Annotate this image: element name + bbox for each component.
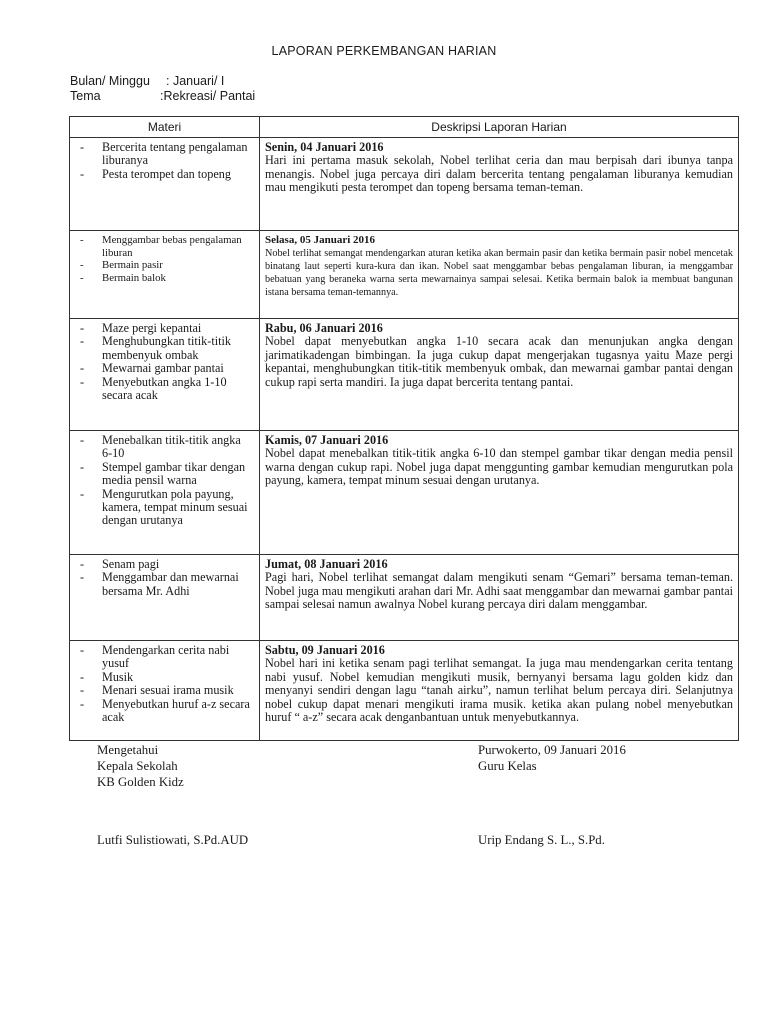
meta-tema [70, 89, 255, 103]
header-deskripsi: Deskripsi Laporan Harian [260, 117, 739, 138]
sig-left-line: Mengetahui [97, 743, 159, 757]
materi-cell [70, 431, 260, 555]
page-title: LAPORAN PERKEMBANGAN HARIAN [271, 44, 497, 58]
table-header-row [70, 117, 739, 138]
bulan-label: Bulan/ Minggu [70, 74, 150, 88]
sig-right-line: Purwokerto, 09 Januari 2016 [478, 743, 626, 757]
day-description: Hari ini pertama masuk sekolah, Nobel terlihat ceria dan mau berpisah dari ibunya tanpa menangis. Nobel juga percaya diri dalam bercerita tentang pengalaman liburanya kemudian mau mengikuti pesta terompet dan topeng bersama teman-teman. [265, 153, 733, 195]
list-item: - Bermain balok [102, 272, 253, 285]
list-item: - Mewarnai gambar pantai [102, 362, 253, 375]
list-item: - Menghubungkan titik-titik membenyuk ombak [102, 335, 253, 362]
list-item: - Maze pergi kepantai [102, 322, 253, 335]
day-heading: Sabtu, 09 Januari 2016 [265, 643, 385, 657]
sig-left-line: Kepala Sekolah [97, 759, 178, 773]
list-item: - Menebalkan titik-titik angka 6-10 [102, 434, 253, 461]
desc-cell [260, 431, 739, 555]
materi-cell [70, 555, 260, 641]
list-item: - Musik [102, 671, 253, 684]
report-table [69, 116, 739, 741]
day-heading: Senin, 04 Januari 2016 [265, 140, 384, 154]
bulan-value: : Januari/ I [166, 74, 225, 88]
desc-cell [260, 319, 739, 431]
materi-cell [70, 231, 260, 319]
list-item: - Menyebutkan angka 1-10 secara acak [102, 376, 253, 403]
day-heading: Kamis, 07 Januari 2016 [265, 433, 389, 447]
table-row [70, 555, 739, 641]
tema-label: Tema [70, 89, 101, 103]
list-item: - Bercerita tentang pengalaman liburanya [102, 141, 253, 168]
list-item: - Bermain pasir [102, 259, 253, 272]
desc-cell [260, 138, 739, 231]
day-description: Nobel terlihat semangat mendengarkan aturan ketika akan bermain pasir dan ketika bermain pasir nobel mencetak binatang laut seperti kura-kura dan ikan. Nobel saat menggambar bebas pengalaman liburan, ia menggambar bebatuan yang beraneka warna serta mewarnainya sampai selesai. Ketika bermain balok ia membuat bangunan istana bersama teman-temannya. [265, 248, 733, 298]
table-row [70, 431, 739, 555]
sig-left-line: KB Golden Kidz [97, 775, 184, 789]
tema-value: :Rekreasi/ Pantai [160, 89, 256, 103]
signature-right [478, 742, 626, 774]
desc-cell [260, 231, 739, 319]
table-row [70, 319, 739, 431]
day-heading: Rabu, 06 Januari 2016 [265, 321, 383, 335]
materi-list [70, 319, 259, 402]
day-heading: Selasa, 05 Januari 2016 [265, 234, 376, 246]
meta-bulan [70, 74, 224, 88]
signature-left-name: Lutfi Sulistiowati, S.Pd.AUD [97, 833, 249, 847]
table-row [70, 641, 739, 741]
materi-list [70, 555, 259, 598]
materi-cell [70, 138, 260, 231]
day-description: Nobel dapat menebalkan titik-titik angka 6-10 dan stempel gambar tikar dengan media pensil warna dengan cukup rapi. Nobel juga dapat menggunting gambar kemudian mengurutkan pola payung, kamera, tempat minum sesuai dengan urutanya. [265, 446, 733, 488]
list-item: - Menyebutkan huruf a-z secara acak [102, 698, 253, 725]
list-item: - Menari sesuai irama musik [102, 684, 253, 697]
table-row [70, 231, 739, 319]
table-row [70, 138, 739, 231]
list-item: - Mendengarkan cerita nabi yusuf [102, 644, 253, 671]
materi-list [70, 231, 259, 284]
list-item: - Pesta terompet dan topeng [102, 168, 253, 181]
signature-left [97, 742, 184, 790]
materi-cell [70, 641, 260, 741]
materi-list [70, 431, 259, 528]
day-description: Nobel hari ini ketika senam pagi terlihat semangat. Ia juga mau mendengarkan cerita tentang nabi yusuf. Nobel kemudian mengikuti musik, bernyanyi bersama lagu golden kidz dan menyanyi sendiri dengan lagu “tanah airku”, namun terlihat belum percaya diri. Selanjutnya nobel cukup dapat menari mengikuti irama musik. ketika akan pulang nobel menyebutkan huruf “ a-z” secara acak denganbantuan untuk menyebutkannya. [265, 656, 733, 725]
list-item: - Mengurutkan pola payung, kamera, tempat minum sesuai dengan urutanya [102, 488, 253, 528]
header-materi: Materi [70, 117, 260, 138]
desc-cell [260, 641, 739, 741]
signature-right-name: Urip Endang S. L., S.Pd. [478, 833, 605, 847]
list-item: - Menggambar bebas pengalaman liburan [102, 234, 253, 259]
day-description: Pagi hari, Nobel terlihat semangat dalam mengikuti senam “Gemari” bersama teman-teman. Nobel juga mau mengikuti arahan dari Mr. Adhi saat menggambar dan mewarnai gambar pantai sampai selesai namun awalnya Nobel kurang percaya diri dalam menggambar. [265, 570, 733, 612]
list-item: - Menggambar dan mewarnai bersama Mr. Adhi [102, 571, 253, 598]
materi-list [70, 138, 259, 181]
day-description: Nobel dapat menyebutkan angka 1-10 secara acak dan menunjukan angka dengan jarimatikadengan bimbingan. Ia juga cukup dapat mengerjakan tugasnya yaitu Maze pergi kepantai, menghubungkan titik-titik membenyuk ombak, dan mewarnai gambar pantai dengan cukup rapi serta mandiri. Ia juga dapat bercerita tentang pantai. [265, 334, 733, 389]
list-item: - Stempel gambar tikar dengan media pensil warna [102, 461, 253, 488]
desc-cell [260, 555, 739, 641]
materi-list [70, 641, 259, 724]
day-heading: Jumat, 08 Januari 2016 [265, 557, 388, 571]
list-item: - Senam pagi [102, 558, 253, 571]
materi-cell [70, 319, 260, 431]
sig-right-line: Guru Kelas [478, 759, 537, 773]
